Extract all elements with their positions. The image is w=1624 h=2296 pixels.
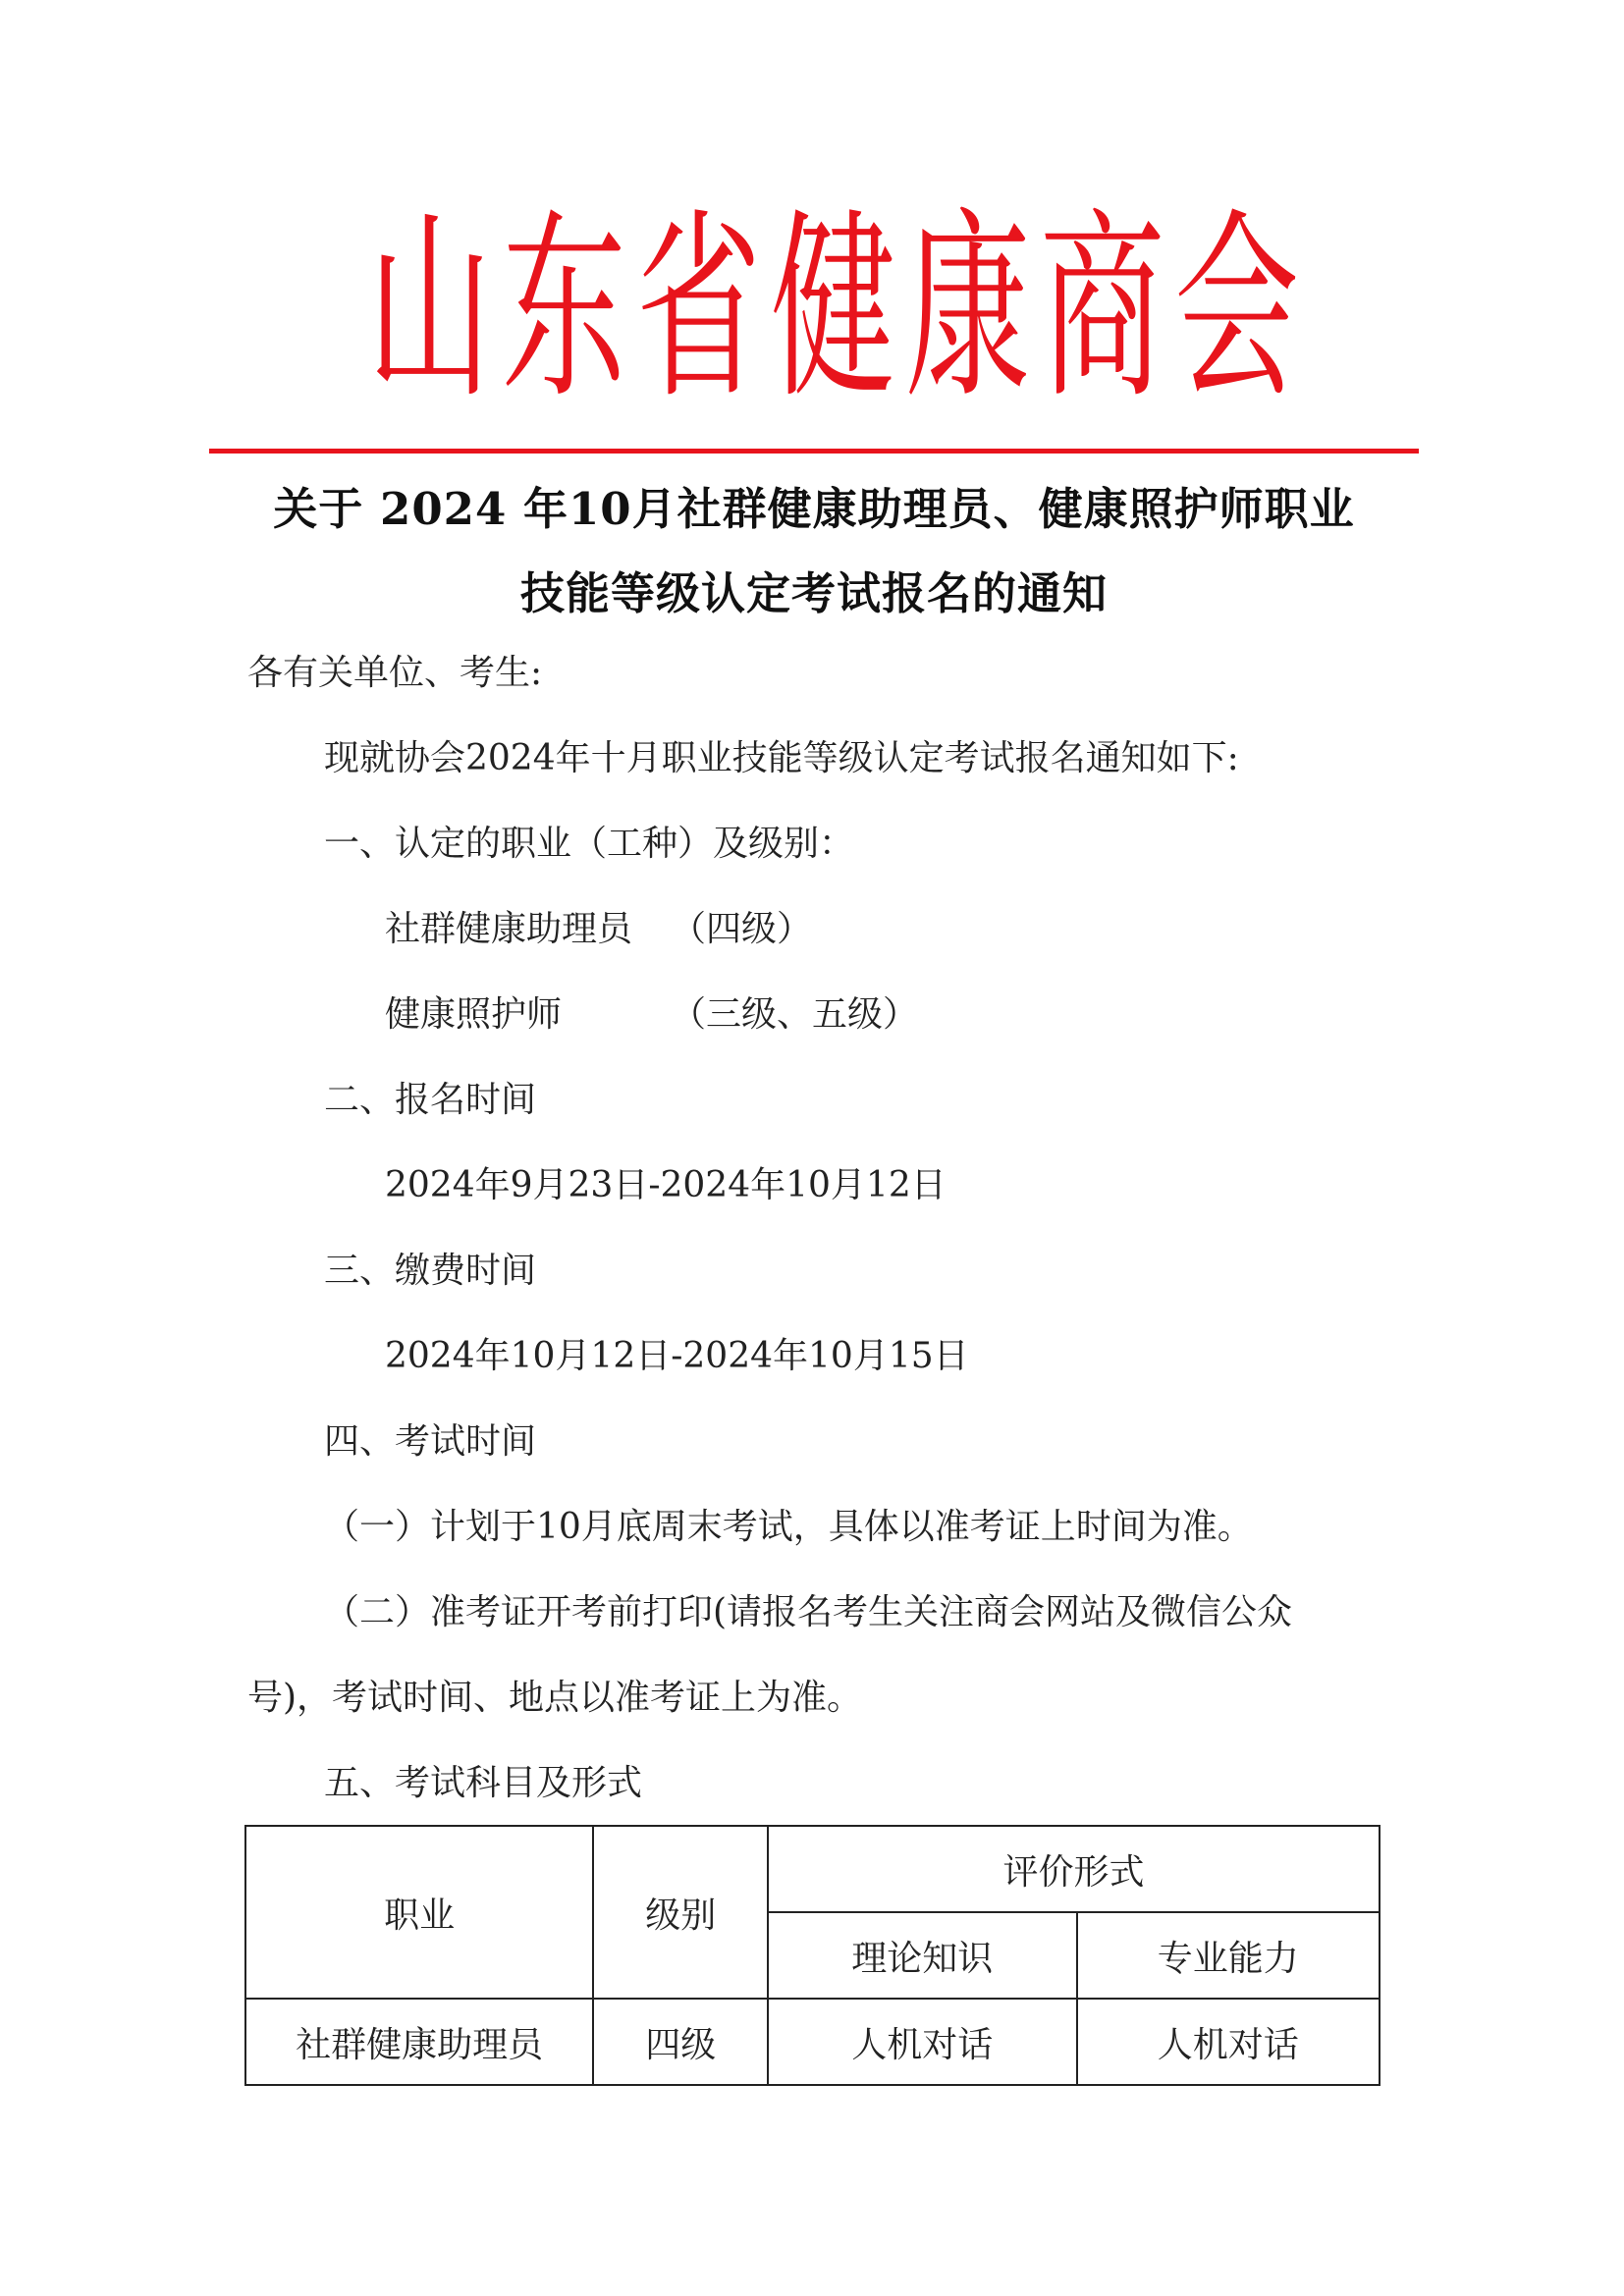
header-theory: 理论知识 [768, 1912, 1076, 1999]
letterhead-char: 商 [1039, 191, 1164, 426]
letterhead-char: 会 [1173, 191, 1299, 426]
section5-heading: 五、考试科目及形式 [324, 1763, 643, 1803]
letterhead-char: 康 [904, 191, 1030, 426]
table-row [245, 1999, 1380, 2085]
job1-name: 社群健康助理员 [385, 909, 633, 949]
letterhead-divider [209, 449, 1419, 454]
letterhead-char: 省 [635, 191, 761, 426]
notice-title-line1: 关于 2024 年10月社群健康助理员、健康照护师职业 [273, 483, 1355, 535]
exam-subjects-table [244, 1825, 1380, 2086]
cell-theory: 人机对话 [768, 1999, 1076, 2085]
section3-heading: 三、缴费时间 [324, 1251, 537, 1291]
letterhead [0, 191, 1624, 426]
payment-period: 2024年10月12日-2024年10月15日 [385, 1336, 969, 1376]
section4-heading: 四、考试时间 [324, 1421, 537, 1462]
job2-name: 健康照护师 [385, 994, 563, 1035]
letterhead-char: 东 [501, 191, 626, 426]
job2-level: （三级、五级） [671, 994, 919, 1035]
header-level: 级别 [593, 1826, 768, 1999]
exam-time-item2-line2: 号)，考试时间、地点以准考证上为准。 [247, 1678, 863, 1718]
registration-period: 2024年9月23日-2024年10月12日 [385, 1165, 947, 1205]
cell-skill: 人机对话 [1077, 1999, 1380, 2085]
header-occupation: 职业 [245, 1826, 593, 1999]
letterhead-char: 山 [366, 191, 492, 426]
letterhead-char: 健 [770, 191, 895, 426]
job1-level: （四级） [671, 909, 813, 949]
cell-occupation: 社群健康助理员 [245, 1999, 593, 2085]
intro-paragraph: 现就协会2024年十月职业技能等级认定考试报名通知如下: [324, 738, 1239, 778]
header-evaluation: 评价形式 [768, 1826, 1380, 1912]
section2-heading: 二、报名时间 [324, 1080, 537, 1120]
notice-title-line2: 技能等级认定考试报名的通知 [519, 567, 1108, 619]
exam-time-item1: （一）计划于10月底周末考试，具体以准考证上时间为准。 [324, 1507, 1253, 1547]
exam-time-item2-line1: （二）准考证开考前打印(请报名考生关注商会网站及微信公众 [324, 1592, 1293, 1632]
section1-heading: 一、认定的职业（工种）及级别： [324, 824, 855, 864]
cell-level: 四级 [593, 1999, 768, 2085]
table-header-row [245, 1826, 1380, 1912]
header-skill: 专业能力 [1077, 1912, 1380, 1999]
salutation: 各有关单位、考生: [247, 653, 543, 693]
